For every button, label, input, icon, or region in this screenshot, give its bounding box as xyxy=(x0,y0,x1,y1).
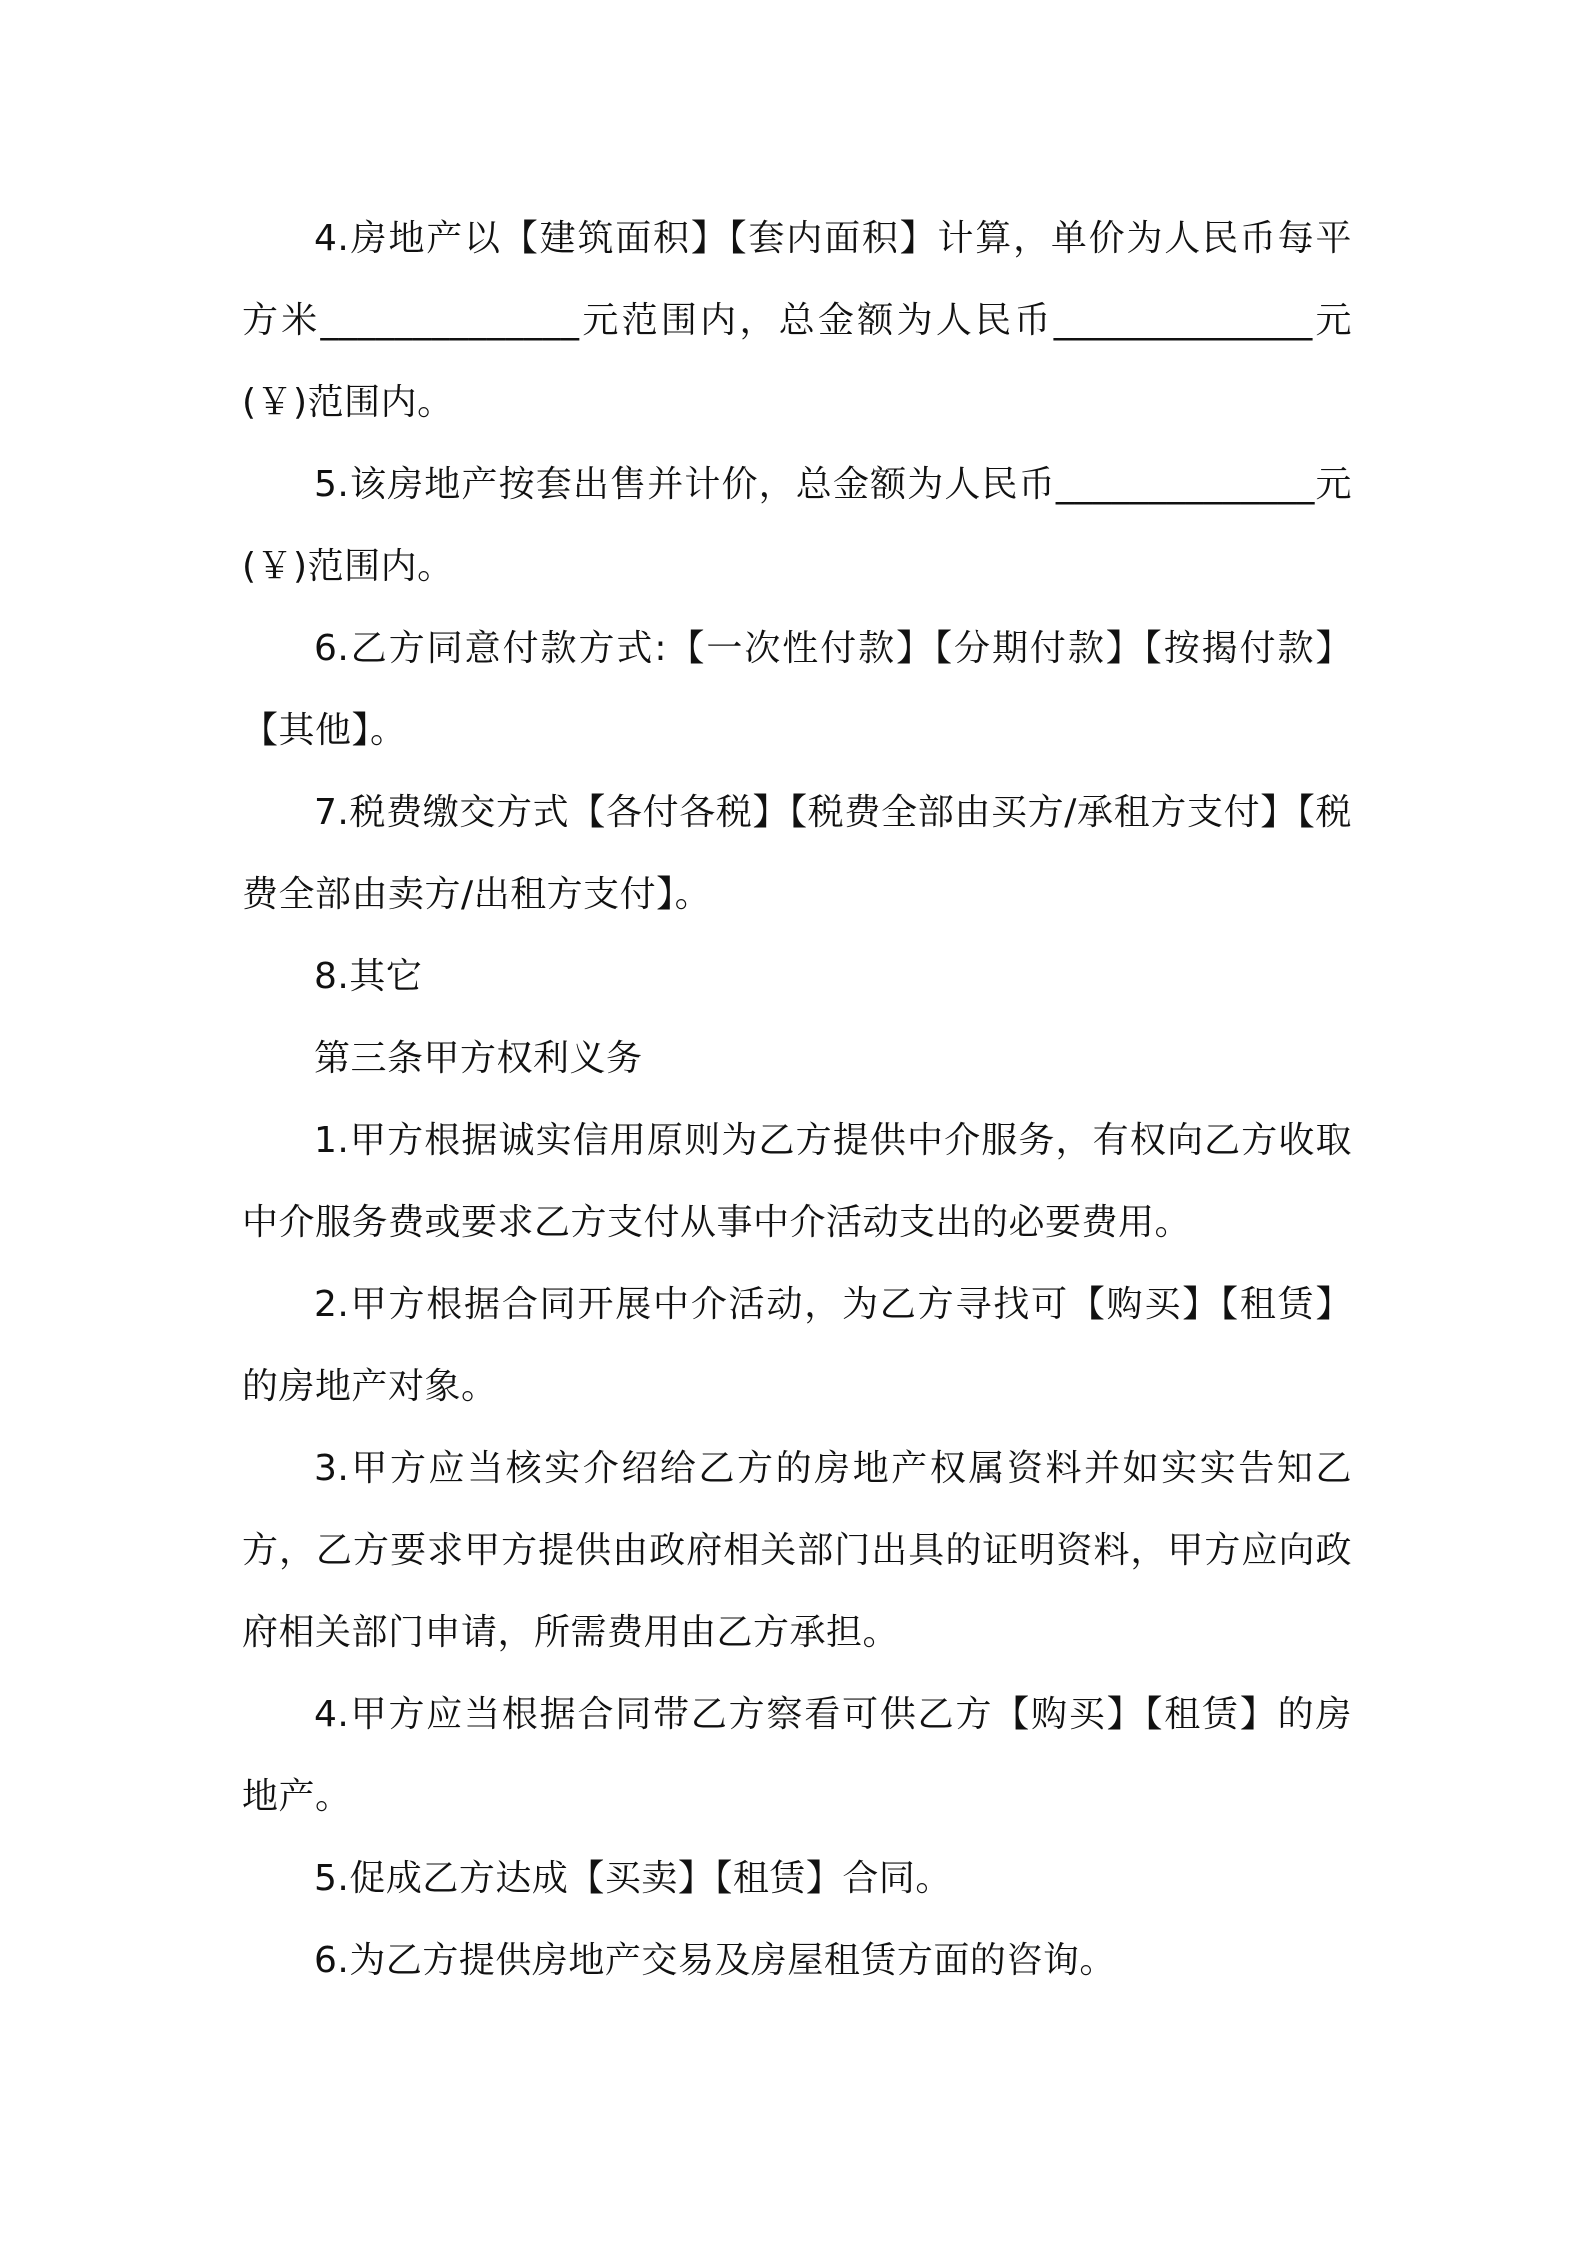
section-title: 第三条甲方权利义务 xyxy=(314,1038,643,1079)
party-a-item-1: 1.甲方根据诚实信用原则为乙方提供中介服务，有权向乙方收取中介服务费或要求乙方支付从事中介活动支出的必要费用。 xyxy=(242,1120,1352,1243)
clause-4-area-price: 4.房地产以【建筑面积】【套内面积】计算，单价为人民币每平方米______________元范围内，总金额为人民币______________元(￥)范围内。 xyxy=(242,218,1352,423)
party-a-item-6: 6.为乙方提供房地产交易及房屋租赁方面的咨询。 xyxy=(314,1940,1116,1981)
party-a-item-3: 3.甲方应当核实介绍给乙方的房地产权属资料并如实实告知乙方，乙方要求甲方提供由政府相关部门出具的证明资料，甲方应向政府相关部门申请，所需费用由乙方承担。 xyxy=(242,1448,1352,1653)
clause-5-set-price: 5.该房地产按套出售并计价，总金额为人民币______________元(￥)范围内。 xyxy=(242,464,1352,587)
clause-7-tax-payment: 7.税费缴交方式【各付各税】【税费全部由买方/承租方支付】【税费全部由卖方/出租方支付】。 xyxy=(242,792,1352,915)
party-a-item-4: 4.甲方应当根据合同带乙方察看可供乙方【购买】【租赁】的房地产。 xyxy=(242,1694,1352,1817)
clause-6-payment-method: 6.乙方同意付款方式:【一次性付款】【分期付款】【按揭付款】【其他】。 xyxy=(242,628,1352,751)
document-body xyxy=(242,198,1352,2002)
party-a-item-2: 2.甲方根据合同开展中介活动，为乙方寻找可【购买】【租赁】的房地产对象。 xyxy=(242,1284,1352,1407)
party-a-item-5: 5.促成乙方达成【买卖】【租赁】合同。 xyxy=(314,1858,952,1899)
clause-8-other: 8.其它 xyxy=(314,956,423,997)
